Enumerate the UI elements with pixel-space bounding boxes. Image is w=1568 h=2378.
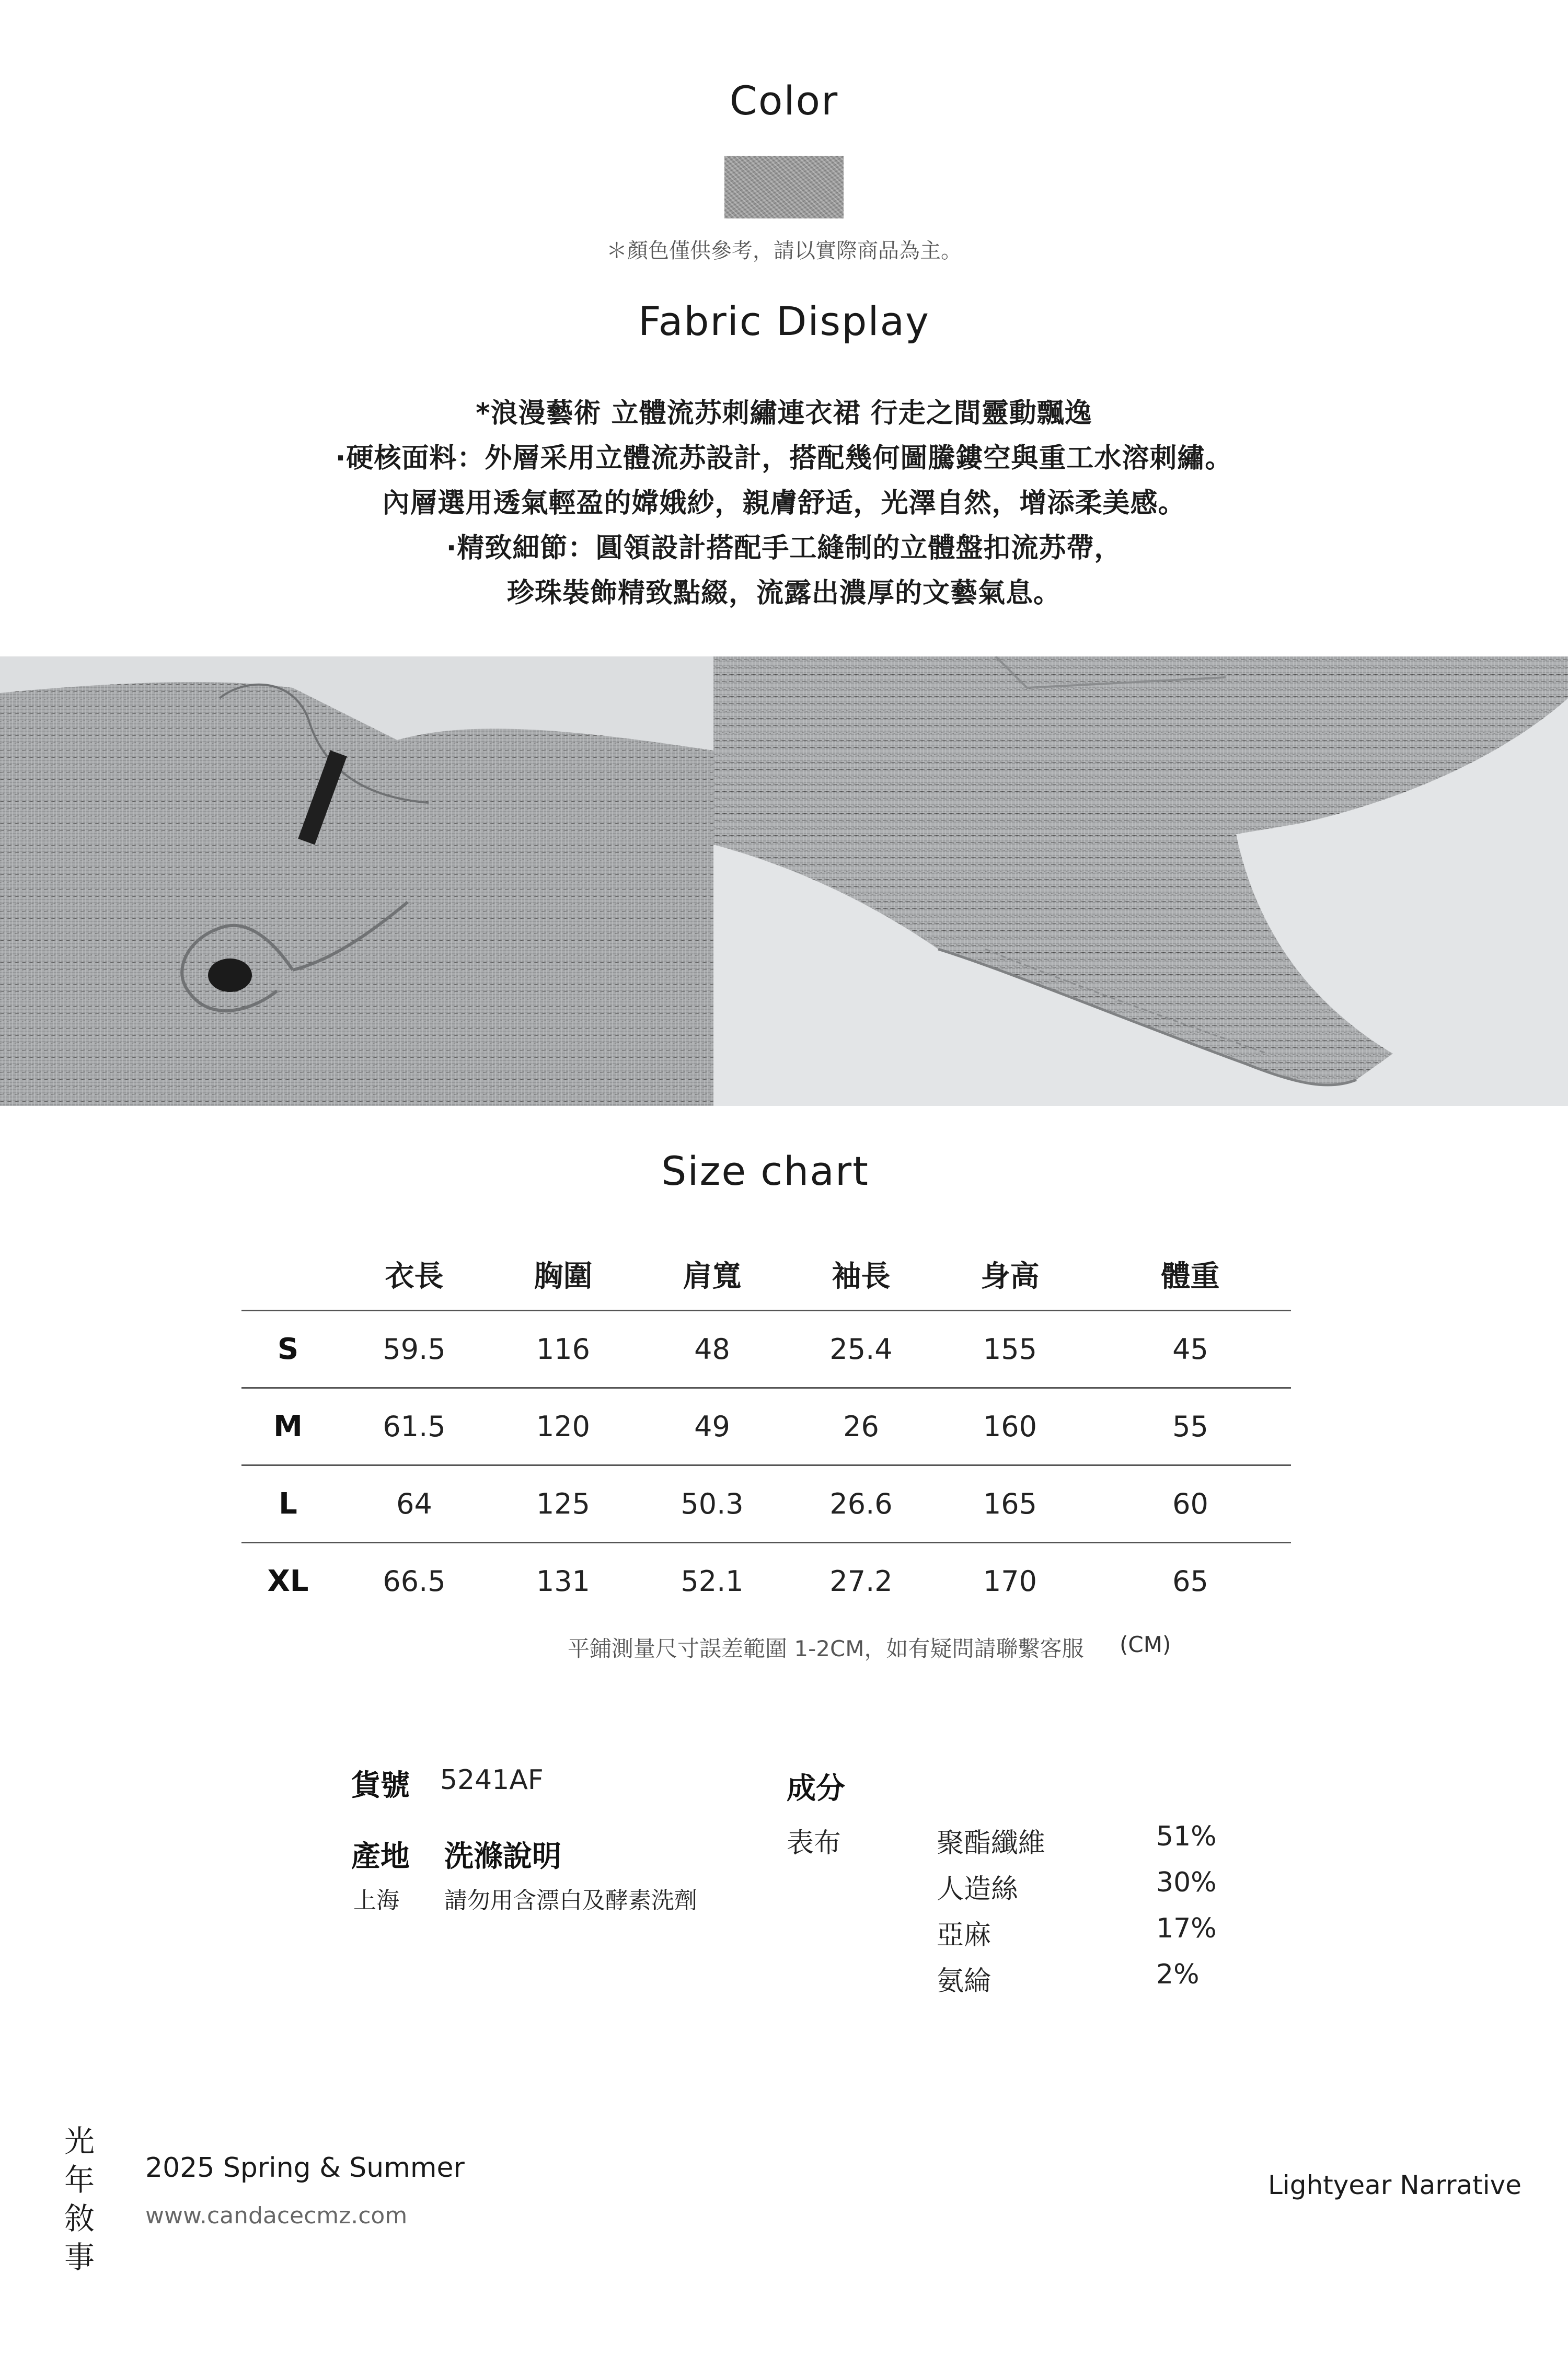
size-value: 125 xyxy=(494,1465,632,1543)
wash-label: 洗滌說明 xyxy=(444,1840,561,1874)
size-value: 155 xyxy=(930,1311,1090,1388)
size-value: 48 xyxy=(632,1311,792,1388)
size-chart-title: Size chart xyxy=(661,1148,869,1194)
fabric-desc-line: 內層選用透氣輕盈的嫦娥紗，親膚舒适，光澤自然，增添柔美感。 xyxy=(382,488,1186,519)
unit-label: (CM) xyxy=(1120,1632,1171,1657)
table-row xyxy=(241,1388,1291,1465)
size-value: 50.3 xyxy=(632,1465,792,1543)
sleeve-hem-detail-photo xyxy=(713,656,1568,1106)
size-value: 65 xyxy=(1172,1565,1208,1598)
fabric-desc-line: ·硬核面料：外層采用立體流苏設計，搭配幾何圖騰鏤空與重工水溶刺繡。 xyxy=(335,443,1233,474)
logo-char: 年 xyxy=(64,2162,95,2198)
size-value: 165 xyxy=(930,1465,1090,1543)
collar-detail-photo xyxy=(0,656,713,1106)
season-label: 2025 Spring & Summer xyxy=(145,2152,465,2184)
composition-label: 成分 xyxy=(787,1772,845,1806)
material-percentage: 30% xyxy=(1156,1867,1217,1898)
fabric-desc-line: ·精致細節：圓領設計搭配手工縫制的立體盤扣流苏帶， xyxy=(446,533,1122,564)
wash-instructions: 請勿用含漂白及酵素洗劑 xyxy=(444,1887,697,1914)
fabric-desc-line: 珍珠裝飾精致點綴，流露出濃厚的文藝氣息。 xyxy=(506,578,1061,609)
size-col-header: 體重 xyxy=(1090,1239,1291,1311)
size-value: 55 xyxy=(1090,1388,1291,1465)
size-table xyxy=(241,1239,1291,1619)
color-swatch[interactable] xyxy=(724,156,844,218)
size-value: 160 xyxy=(930,1388,1090,1465)
size-value: 66.5 xyxy=(383,1565,446,1598)
size-value: 61.5 xyxy=(335,1388,494,1465)
size-value: 131 xyxy=(536,1565,591,1598)
brand-tagline: Lightyear Narrative xyxy=(1268,2170,1521,2200)
size-value: 59.5 xyxy=(335,1311,494,1388)
fabric-desc-line: *浪漫藝術 立體流苏刺繡連衣裙 行走之間靈動飄逸 xyxy=(476,398,1092,429)
origin-value: 上海 xyxy=(353,1887,399,1914)
material-percentage: 2% xyxy=(1156,1959,1200,1990)
material-name: 氨綸 xyxy=(937,1966,991,1997)
material-percentage: 17% xyxy=(1156,1913,1217,1944)
size-value: 170 xyxy=(983,1565,1037,1598)
material-name: 亞麻 xyxy=(937,1920,991,1951)
table-row xyxy=(241,1311,1291,1388)
size-col-header: 衣長 xyxy=(335,1239,494,1311)
logo-char: 光 xyxy=(64,2123,95,2159)
size-value: 25.4 xyxy=(792,1311,930,1388)
measurement-note: 平鋪測量尺寸誤差範圍 1-2CM，如有疑問請聯繫客服 xyxy=(568,1636,1084,1661)
brand-logo xyxy=(64,2122,95,2277)
logo-char: 敘 xyxy=(64,2201,95,2236)
size-value: 26 xyxy=(792,1388,930,1465)
fabric-title: Fabric Display xyxy=(638,298,930,344)
size-label: XL xyxy=(267,1564,309,1598)
size-value: 49 xyxy=(632,1388,792,1465)
size-label: L xyxy=(241,1465,335,1543)
size-col-header-empty xyxy=(241,1239,335,1311)
fabric-description xyxy=(0,391,1568,616)
item-number: 5241AF xyxy=(440,1764,544,1796)
size-value: 27.2 xyxy=(829,1565,893,1598)
color-note: ＊顏色僅供參考，請以實際商品為主。 xyxy=(606,239,962,263)
website-link[interactable]: www.candacecmz.com xyxy=(145,2202,408,2229)
size-table-header-row xyxy=(241,1239,1291,1311)
size-label: M xyxy=(241,1388,335,1465)
material-percentage: 51% xyxy=(1156,1821,1217,1852)
fabric-part-label: 表布 xyxy=(787,1828,841,1859)
color-title: Color xyxy=(729,77,839,124)
logo-char: 事 xyxy=(64,2240,95,2275)
material-name: 聚酯纖維 xyxy=(937,1828,1046,1859)
material-name: 人造絲 xyxy=(937,1874,1019,1905)
size-col-header: 肩寬 xyxy=(632,1239,792,1311)
size-col-header: 袖長 xyxy=(792,1239,930,1311)
size-value: 60 xyxy=(1090,1465,1291,1543)
size-label: S xyxy=(241,1311,335,1388)
item-number-label: 貨號 xyxy=(351,1769,410,1803)
size-value: 52.1 xyxy=(681,1565,744,1598)
size-col-header: 胸圍 xyxy=(494,1239,632,1311)
size-col-header: 身高 xyxy=(930,1239,1090,1311)
origin-label: 產地 xyxy=(351,1840,410,1874)
size-value: 45 xyxy=(1090,1311,1291,1388)
size-value: 64 xyxy=(335,1465,494,1543)
size-value: 120 xyxy=(494,1388,632,1465)
size-value: 116 xyxy=(494,1311,632,1388)
table-row xyxy=(241,1465,1291,1543)
table-row xyxy=(241,1543,1291,1620)
size-value: 26.6 xyxy=(792,1465,930,1543)
